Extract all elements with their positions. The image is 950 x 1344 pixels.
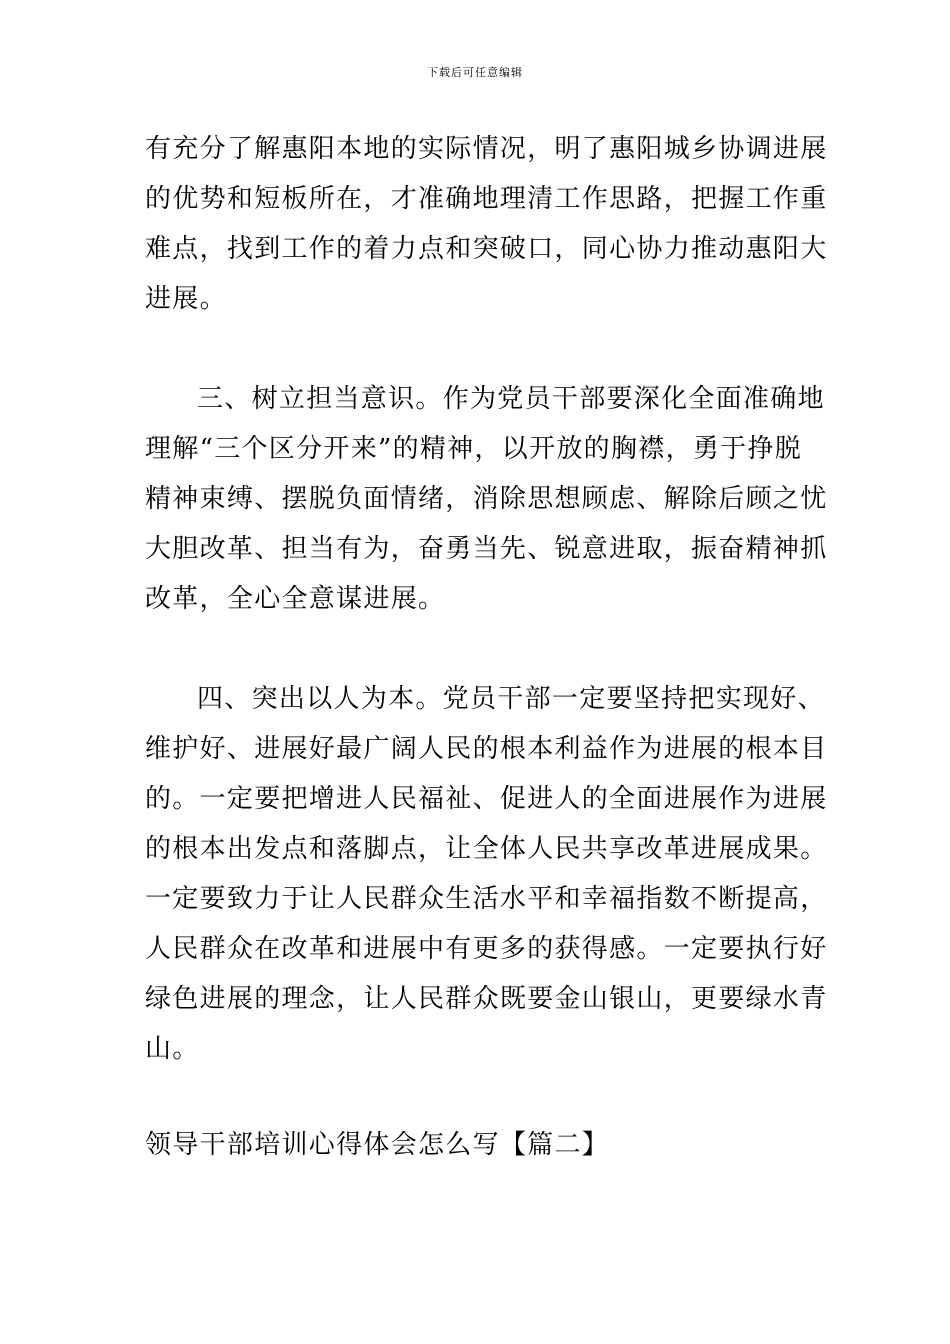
text-line: 有充分了解惠阳本地的实际情况，明了惠阳城乡协调进展 bbox=[145, 134, 828, 164]
text-line: 的根本出发点和落脚点，让全体人民共享改革进展成果。 bbox=[145, 834, 828, 864]
text-line: 理解“三个区分开来”的精神，以开放的胸襟，勇于挣脱 bbox=[145, 434, 803, 464]
text-line: 四、突出以人为本。党员干部一定要坚持把实现好、 bbox=[197, 684, 825, 714]
text-line: 绿色进展的理念，让人民群众既要金山银山，更要绿水青 bbox=[145, 984, 828, 1014]
text-line: 大胆改革、担当有为，奋勇当先、锐意进取，振奋精神抓 bbox=[145, 534, 828, 564]
text-line: 的。一定要把增进人民福祉、促进人的全面进展作为进展 bbox=[145, 784, 828, 814]
section-title: 领导干部培训心得体会怎么写【篇二】 bbox=[145, 1130, 610, 1160]
text-line: 进展。 bbox=[145, 284, 227, 314]
text-line: 精神束缚、摆脱负面情绪，消除思想顾虑、解除后顾之忧 bbox=[145, 484, 828, 514]
text-line: 一定要致力于让人民群众生活水平和幸福指数不断提高， bbox=[145, 884, 828, 914]
text-line: 山。 bbox=[145, 1034, 200, 1064]
text-line: 的优势和短板所在，才准确地理清工作思路，把握工作重 bbox=[145, 184, 828, 214]
text-line: 三、树立担当意识。作为党员干部要深化全面准确地 bbox=[197, 384, 825, 414]
text-line: 维护好、进展好最广阔人民的根本利益作为进展的根本目 bbox=[145, 734, 828, 764]
text-line: 难点，找到工作的着力点和突破口，同心协力推动惠阳大 bbox=[145, 234, 828, 264]
text-line: 人民群众在改革和进展中有更多的获得感。一定要执行好 bbox=[145, 934, 828, 964]
page-header: 下载后可任意编辑 bbox=[427, 66, 523, 79]
text-line: 改革，全心全意谋进展。 bbox=[145, 584, 446, 614]
